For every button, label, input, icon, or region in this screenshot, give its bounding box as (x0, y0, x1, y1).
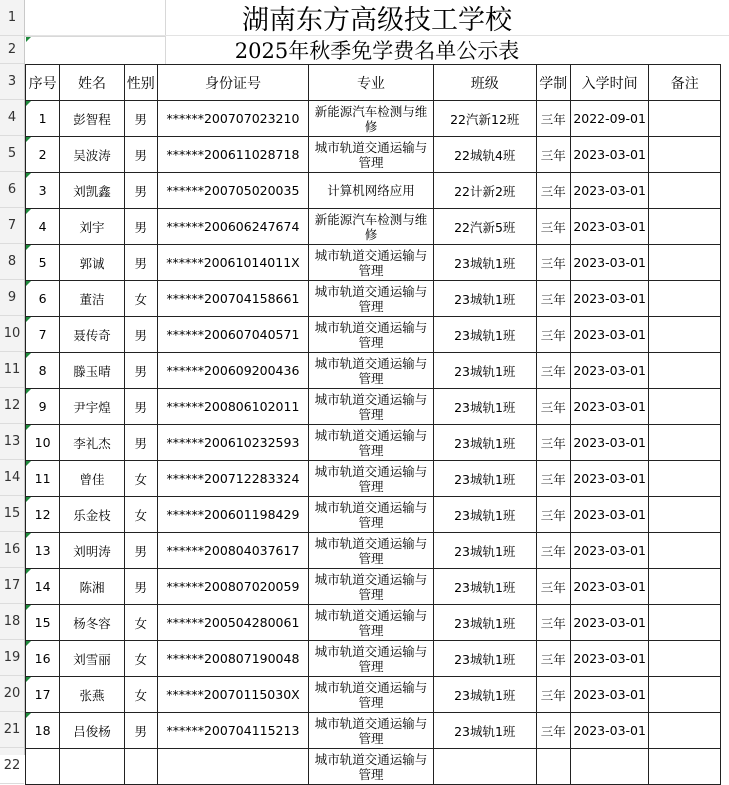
row-number[interactable]: 11 (0, 352, 24, 388)
cell-id-number[interactable]: ******200601198429 (157, 497, 308, 533)
header-class[interactable]: 班级 (433, 65, 536, 101)
table-row (26, 713, 721, 749)
cell-duration[interactable] (536, 749, 570, 785)
sheet-title[interactable]: 湖南东方高级技工学校 (25, 0, 729, 36)
table-row (26, 353, 721, 389)
cell-major[interactable]: 新能源汽车检测与维修 (309, 101, 434, 137)
cell-id-number[interactable]: ******200606247674 (157, 209, 308, 245)
cell-class[interactable]: 23城轨1班 (433, 245, 536, 281)
cell-name[interactable]: 郭诚 (60, 245, 124, 281)
cell-indicator-mark (26, 497, 31, 502)
cell-enroll-date[interactable]: 2023-03-01 (570, 461, 649, 497)
cell-gender[interactable]: 女 (124, 605, 157, 641)
cell-enroll-date[interactable]: 2023-03-01 (570, 281, 649, 317)
table-row (26, 569, 721, 605)
cell-seq[interactable]: 14 (26, 569, 60, 605)
cell-enroll-date[interactable]: 2022-09-01 (570, 101, 649, 137)
cell-seq[interactable]: 1 (26, 101, 60, 137)
header-enroll-date[interactable]: 入学时间 (570, 65, 649, 101)
row-number[interactable]: 7 (0, 208, 24, 244)
cell-enroll-date[interactable]: 2023-03-01 (570, 317, 649, 353)
cell-name[interactable]: 尹宇煌 (60, 389, 124, 425)
cell-id-number[interactable]: ******20070115030X (157, 677, 308, 713)
cell-remarks[interactable] (649, 677, 721, 713)
cell-name[interactable]: 曾佳 (60, 461, 124, 497)
cell-gender[interactable]: 男 (124, 569, 157, 605)
table-row (26, 173, 721, 209)
cell-class[interactable]: 23城轨1班 (433, 605, 536, 641)
row-number[interactable]: 4 (0, 100, 24, 136)
cell-seq[interactable]: 8 (26, 353, 60, 389)
cell-major[interactable]: 城市轨道交通运输与管理 (309, 605, 434, 641)
row-number[interactable]: 5 (0, 136, 24, 172)
cell-seq[interactable]: 18 (26, 713, 60, 749)
cell-id-number[interactable]: ******200704115213 (157, 713, 308, 749)
cell-seq[interactable]: 6 (26, 281, 60, 317)
cell-gender[interactable]: 男 (124, 137, 157, 173)
cell-remarks[interactable] (649, 209, 721, 245)
table-row (26, 209, 721, 245)
cell-duration[interactable]: 三年 (536, 641, 570, 677)
cell-duration[interactable]: 三年 (536, 497, 570, 533)
cell-major[interactable]: 城市轨道交通运输与管理 (309, 569, 434, 605)
cell-gender[interactable]: 男 (124, 209, 157, 245)
cell-seq[interactable]: 3 (26, 173, 60, 209)
cell-enroll-date[interactable]: 2023-03-01 (570, 605, 649, 641)
cell-class[interactable]: 22城轨4班 (433, 137, 536, 173)
table-row (26, 641, 721, 677)
cell-seq[interactable]: 9 (26, 389, 60, 425)
cell-enroll-date[interactable]: 2023-03-01 (570, 497, 649, 533)
cell-seq[interactable]: 16 (26, 641, 60, 677)
cell-class[interactable]: 23城轨1班 (433, 461, 536, 497)
cell-seq[interactable]: 7 (26, 317, 60, 353)
cell-seq[interactable]: 2 (26, 137, 60, 173)
cell-name[interactable]: 杨冬容 (60, 605, 124, 641)
cell-enroll-date[interactable]: 2023-03-01 (570, 209, 649, 245)
header-duration[interactable]: 学制 (536, 65, 570, 101)
data-table (25, 64, 721, 785)
cell-gender[interactable]: 男 (124, 173, 157, 209)
cell-remarks[interactable] (649, 317, 721, 353)
cell-id-number[interactable]: ******200610232593 (157, 425, 308, 461)
cell-enroll-date[interactable]: 2023-03-01 (570, 713, 649, 749)
cell-indicator-mark (26, 209, 31, 214)
cell-id-number[interactable]: ******200712283324 (157, 461, 308, 497)
cell-remarks[interactable] (649, 425, 721, 461)
row-number[interactable]: 10 (0, 316, 24, 352)
cell-duration[interactable]: 三年 (536, 605, 570, 641)
cell-indicator-mark (26, 173, 31, 178)
cell-major[interactable]: 城市轨道交通运输与管理 (309, 389, 434, 425)
cell-name[interactable] (60, 749, 124, 785)
cell-remarks[interactable] (649, 137, 721, 173)
table-row (26, 281, 721, 317)
cell-major[interactable]: 城市轨道交通运输与管理 (309, 317, 434, 353)
cell-name[interactable]: 乐金枝 (60, 497, 124, 533)
cell-name[interactable]: 刘宇 (60, 209, 124, 245)
table-row (26, 533, 721, 569)
cell-name[interactable]: 陈湘 (60, 569, 124, 605)
cell-id-number[interactable]: ******200705020035 (157, 173, 308, 209)
row-number[interactable]: 8 (0, 244, 24, 280)
row-number[interactable]: 16 (0, 532, 24, 568)
cell-major[interactable]: 城市轨道交通运输与管理 (309, 713, 434, 749)
cell-seq[interactable]: 4 (26, 209, 60, 245)
cell-id-number[interactable]: ******200804037617 (157, 533, 308, 569)
cell-remarks[interactable] (649, 245, 721, 281)
header-name[interactable]: 姓名 (60, 65, 124, 101)
table-row (26, 605, 721, 641)
cell-name[interactable]: 李礼杰 (60, 425, 124, 461)
row-number[interactable]: 6 (0, 172, 24, 208)
cell-duration[interactable]: 三年 (536, 425, 570, 461)
header-gender[interactable]: 性别 (124, 65, 157, 101)
cell-enroll-date[interactable]: 2023-03-01 (570, 641, 649, 677)
cell-duration[interactable]: 三年 (536, 389, 570, 425)
header-id-number[interactable]: 身份证号 (157, 65, 308, 101)
cell-duration[interactable]: 三年 (536, 101, 570, 137)
cell-gender[interactable]: 男 (124, 353, 157, 389)
cell-class[interactable]: 23城轨1班 (433, 281, 536, 317)
cell-duration[interactable]: 三年 (536, 281, 570, 317)
cell-class[interactable]: 23城轨1班 (433, 425, 536, 461)
cell-class[interactable] (433, 749, 536, 785)
cell-seq[interactable]: 5 (26, 245, 60, 281)
cell-major[interactable]: 新能源汽车检测与维修 (309, 209, 434, 245)
cell-indicator-mark (26, 425, 31, 430)
cell-id-number[interactable]: ******20061014011X (157, 245, 308, 281)
cell-gender[interactable]: 男 (124, 713, 157, 749)
cell-name[interactable]: 聂传奇 (60, 317, 124, 353)
cell-major[interactable]: 城市轨道交通运输与管理 (309, 353, 434, 389)
cell-class[interactable]: 22汽新5班 (433, 209, 536, 245)
cell-enroll-date[interactable]: 2023-03-01 (570, 137, 649, 173)
cell-id-number[interactable]: ******200806102011 (157, 389, 308, 425)
cell-name[interactable]: 滕玉晴 (60, 353, 124, 389)
cell-class[interactable]: 23城轨1班 (433, 641, 536, 677)
table-row (26, 389, 721, 425)
cell-id-number[interactable] (157, 749, 308, 785)
cell-id-number[interactable]: ******200607040571 (157, 317, 308, 353)
cell-seq[interactable]: 13 (26, 533, 60, 569)
cell-duration[interactable]: 三年 (536, 353, 570, 389)
header-major[interactable]: 专业 (309, 65, 434, 101)
table-row (26, 101, 721, 137)
cell-class[interactable]: 22汽新12班 (433, 101, 536, 137)
row-number[interactable]: 15 (0, 496, 24, 532)
cell-name[interactable]: 吕俊杨 (60, 713, 124, 749)
cell-remarks[interactable] (649, 497, 721, 533)
row-number-gutter (0, 0, 25, 773)
cell-remarks[interactable] (649, 713, 721, 749)
cell-remarks[interactable] (649, 389, 721, 425)
row-number[interactable]: 2 (0, 36, 24, 64)
row-number[interactable]: 19 (0, 640, 24, 676)
cell-class[interactable]: 23城轨1班 (433, 317, 536, 353)
row-number[interactable]: 13 (0, 424, 24, 460)
table-row (26, 461, 721, 497)
cell-indicator-mark (26, 245, 31, 250)
cell-gender[interactable]: 男 (124, 245, 157, 281)
cell-id-number[interactable]: ******200504280061 (157, 605, 308, 641)
cell-duration[interactable]: 三年 (536, 533, 570, 569)
cell-indicator-mark (26, 461, 31, 466)
cell-class[interactable]: 23城轨1班 (433, 497, 536, 533)
cell-class[interactable]: 22计新2班 (433, 173, 536, 209)
cell-class[interactable]: 23城轨1班 (433, 389, 536, 425)
table-row (26, 497, 721, 533)
cell-enroll-date[interactable]: 2023-03-01 (570, 353, 649, 389)
cell-indicator-mark (26, 353, 31, 358)
row-number[interactable]: 18 (0, 604, 24, 640)
cell-indicator-mark (26, 101, 31, 106)
cell-remarks[interactable] (649, 641, 721, 677)
cell-major[interactable]: 城市轨道交通运输与管理 (309, 677, 434, 713)
table-row (26, 245, 721, 281)
table-row (26, 425, 721, 461)
cell-remarks[interactable] (649, 569, 721, 605)
cell-gender[interactable]: 女 (124, 461, 157, 497)
cell-duration[interactable]: 三年 (536, 713, 570, 749)
cell-duration[interactable]: 三年 (536, 173, 570, 209)
cell-seq[interactable] (26, 749, 60, 785)
cell-gender[interactable]: 女 (124, 641, 157, 677)
cell-indicator-mark (26, 317, 31, 322)
cell-gender[interactable]: 女 (124, 677, 157, 713)
cell-seq[interactable]: 15 (26, 605, 60, 641)
cell-seq[interactable]: 12 (26, 497, 60, 533)
table-row (26, 317, 721, 353)
cell-remarks[interactable] (649, 533, 721, 569)
cell-duration[interactable]: 三年 (536, 569, 570, 605)
header-seq[interactable]: 序号 (26, 65, 60, 101)
cell-class[interactable]: 23城轨1班 (433, 713, 536, 749)
table-row (26, 749, 721, 785)
table-row (26, 677, 721, 713)
cell-gender[interactable]: 女 (124, 497, 157, 533)
cell-major[interactable]: 城市轨道交通运输与管理 (309, 749, 434, 785)
cell-gender[interactable] (124, 749, 157, 785)
cell-gender[interactable]: 男 (124, 389, 157, 425)
cell-seq[interactable]: 17 (26, 677, 60, 713)
cell-name[interactable]: 董洁 (60, 281, 124, 317)
cell-enroll-date[interactable] (570, 749, 649, 785)
cell-duration[interactable]: 三年 (536, 461, 570, 497)
cell-id-number[interactable]: ******200807190048 (157, 641, 308, 677)
cell-remarks[interactable] (649, 173, 721, 209)
cell-remarks[interactable] (649, 749, 721, 785)
cell-major[interactable]: 城市轨道交通运输与管理 (309, 461, 434, 497)
cell-id-number[interactable]: ******200707023210 (157, 101, 308, 137)
cell-enroll-date[interactable]: 2023-03-01 (570, 389, 649, 425)
cell-name[interactable]: 刘凯鑫 (60, 173, 124, 209)
cell-class[interactable]: 23城轨1班 (433, 677, 536, 713)
cell-remarks[interactable] (649, 353, 721, 389)
cell-enroll-date[interactable]: 2023-03-01 (570, 245, 649, 281)
cell-remarks[interactable] (649, 605, 721, 641)
cell-name[interactable]: 彭智程 (60, 101, 124, 137)
cell-gender[interactable]: 男 (124, 533, 157, 569)
cell-major[interactable]: 计算机网络应用 (309, 173, 434, 209)
cell-duration[interactable]: 三年 (536, 245, 570, 281)
cell-id-number[interactable]: ******200807020059 (157, 569, 308, 605)
row-number[interactable]: 20 (0, 676, 24, 712)
row-number[interactable]: 12 (0, 388, 24, 424)
cell-seq[interactable]: 11 (26, 461, 60, 497)
cell-name[interactable]: 刘雪丽 (60, 641, 124, 677)
cell-indicator-mark (26, 641, 31, 646)
cell-major[interactable]: 城市轨道交通运输与管理 (309, 245, 434, 281)
cell-name[interactable]: 张燕 (60, 677, 124, 713)
cell-duration[interactable]: 三年 (536, 137, 570, 173)
cell-remarks[interactable] (649, 281, 721, 317)
header-remarks[interactable]: 备注 (649, 65, 721, 101)
cell-remarks[interactable] (649, 461, 721, 497)
cell-major[interactable]: 城市轨道交通运输与管理 (309, 641, 434, 677)
cell-id-number[interactable]: ******200611028718 (157, 137, 308, 173)
cell-major[interactable]: 城市轨道交通运输与管理 (309, 425, 434, 461)
cell-class[interactable]: 23城轨1班 (433, 353, 536, 389)
cell-major[interactable]: 城市轨道交通运输与管理 (309, 281, 434, 317)
cell-enroll-date[interactable]: 2023-03-01 (570, 173, 649, 209)
row-number[interactable]: 9 (0, 280, 24, 316)
cell-indicator-mark (26, 137, 31, 142)
cell-id-number[interactable]: ******200704158661 (157, 281, 308, 317)
cell-enroll-date[interactable]: 2023-03-01 (570, 569, 649, 605)
cell-class[interactable]: 23城轨1班 (433, 569, 536, 605)
cell-indicator-mark (26, 605, 31, 610)
header-row (26, 65, 721, 101)
row-number[interactable]: 21 (0, 712, 24, 748)
row-number[interactable]: 3 (0, 64, 24, 100)
cell-enroll-date[interactable]: 2023-03-01 (570, 677, 649, 713)
cell-gender[interactable]: 女 (124, 281, 157, 317)
cell-indicator-mark (26, 677, 31, 682)
cell-duration[interactable]: 三年 (536, 317, 570, 353)
row-number[interactable]: 22 (0, 748, 24, 784)
sheet-subtitle[interactable]: 2025年秋季免学费名单公示表 (234, 39, 520, 63)
cell-duration[interactable]: 三年 (536, 209, 570, 245)
cell-indicator-mark (26, 281, 31, 286)
cell-id-number[interactable]: ******200609200436 (157, 353, 308, 389)
cell-class[interactable]: 23城轨1班 (433, 533, 536, 569)
cell-indicator-mark (26, 389, 31, 394)
cell-major[interactable]: 城市轨道交通运输与管理 (309, 533, 434, 569)
row-number[interactable]: 14 (0, 460, 24, 496)
cell-gender[interactable]: 男 (124, 101, 157, 137)
cell-gender[interactable]: 男 (124, 317, 157, 353)
row-number[interactable]: 1 (0, 0, 24, 36)
row-number[interactable]: 17 (0, 568, 24, 604)
table-row (26, 137, 721, 173)
cell-seq[interactable]: 10 (26, 425, 60, 461)
cell-duration[interactable]: 三年 (536, 677, 570, 713)
cell-major[interactable]: 城市轨道交通运输与管理 (309, 497, 434, 533)
cell-remarks[interactable] (649, 101, 721, 137)
cell-name[interactable]: 刘明涛 (60, 533, 124, 569)
cell-indicator-mark (26, 713, 31, 718)
cell-indicator-mark (26, 533, 31, 538)
cell-gender[interactable]: 男 (124, 425, 157, 461)
cell-enroll-date[interactable]: 2023-03-01 (570, 425, 649, 461)
cell-indicator-mark (26, 37, 31, 42)
cell-indicator-mark (26, 569, 31, 574)
cell-enroll-date[interactable]: 2023-03-01 (570, 533, 649, 569)
cell-name[interactable]: 吴波涛 (60, 137, 124, 173)
cell-major[interactable]: 城市轨道交通运输与管理 (309, 137, 434, 173)
